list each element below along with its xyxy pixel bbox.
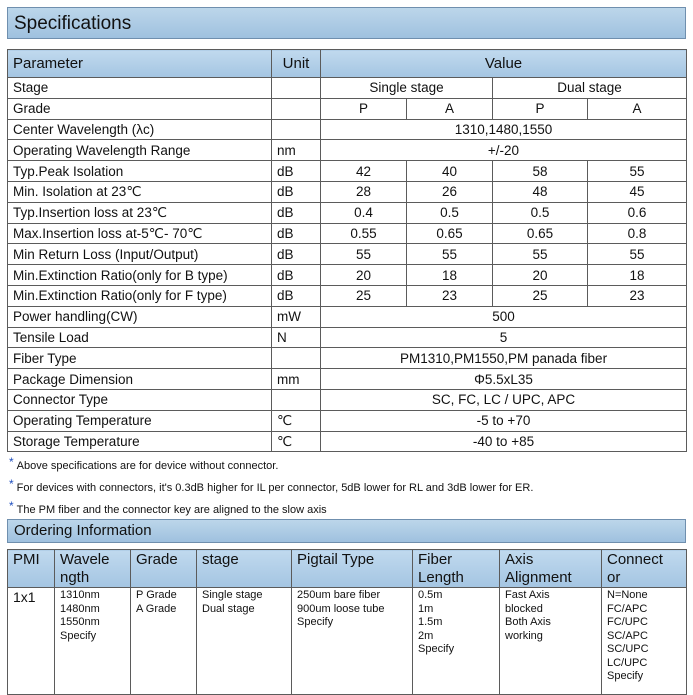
value-cell: 55: [588, 161, 687, 182]
grade-value: P: [493, 98, 588, 119]
value-cell: 25: [321, 285, 407, 306]
spec-row: [8, 348, 687, 369]
unit-cell: dB: [272, 202, 321, 223]
ordering-header-row: [8, 550, 687, 588]
unit-cell: [272, 389, 321, 410]
unit-cell: dB: [272, 244, 321, 265]
grade-value: A: [407, 98, 493, 119]
value-cell: -5 to +70: [321, 410, 687, 431]
value-cell: 500: [321, 306, 687, 327]
param-label: Typ.Peak Isolation: [8, 161, 272, 182]
spec-row: [8, 119, 687, 140]
header-text: PMI: [13, 551, 40, 569]
value-cell: 23: [407, 285, 493, 306]
value-cell: 48: [493, 181, 588, 202]
option-text: N=None: [607, 589, 648, 602]
value-cell: 28: [321, 181, 407, 202]
stage-row: [8, 78, 687, 99]
ordering-table: [7, 549, 687, 695]
footnote: [9, 475, 686, 497]
option-text: LC/UPC: [607, 656, 648, 669]
footnote-marker: *: [9, 477, 14, 492]
option-text: 1.5m: [418, 616, 443, 629]
unit-cell: mW: [272, 306, 321, 327]
param-label: Fiber Type: [8, 348, 272, 369]
param-label: Storage Temperature: [8, 431, 272, 452]
grade-row: [8, 98, 687, 119]
footnote-text: The PM fiber and the connector key are aligned to the slow axis: [16, 504, 327, 517]
header-text: Pigtail Type: [297, 551, 375, 569]
header-text: Connect: [607, 551, 663, 569]
header-parameter: Parameter: [8, 50, 272, 78]
footnote: [9, 453, 686, 475]
param-label: Min.Extinction Ratio(only for B type): [8, 265, 272, 286]
param-label: Center Wavelength (λc): [8, 119, 272, 140]
header-unit: Unit: [272, 50, 321, 78]
unit-cell: [272, 348, 321, 369]
footnotes: [7, 453, 686, 519]
value-cell: 0.65: [407, 223, 493, 244]
table-header-row: [8, 50, 687, 78]
footnote: [9, 497, 686, 519]
value-cell: 55: [588, 244, 687, 265]
unit-cell: dB: [272, 285, 321, 306]
value-cell: PM1310,PM1550,PM panada fiber: [321, 348, 687, 369]
ordering-header-cell: [413, 550, 500, 588]
param-label: Min. Isolation at 23℃: [8, 181, 272, 202]
option-text: Both Axis: [505, 616, 551, 629]
ordering-header-cell: [292, 550, 413, 588]
option-text: Specify: [60, 629, 97, 642]
header-text: Alignment: [505, 569, 572, 587]
unit-cell: ℃: [272, 410, 321, 431]
ordering-header-cell: [131, 550, 197, 588]
footnote-text: Above specifications are for device without connector.: [16, 460, 279, 473]
option-text: SC/APC: [607, 629, 648, 642]
grade-value: P: [321, 98, 407, 119]
spec-row: [8, 161, 687, 182]
option-text: Single stage: [202, 589, 263, 602]
value-cell: 55: [321, 244, 407, 265]
header-text: Grade: [136, 551, 178, 569]
header-value: Value: [321, 50, 687, 78]
grade-value: A: [588, 98, 687, 119]
value-cell: -40 to +85: [321, 431, 687, 452]
spec-row: [8, 181, 687, 202]
ordering-values-row: [8, 588, 687, 695]
value-cell: 55: [493, 244, 588, 265]
value-cell: SC, FC, LC / UPC, APC: [321, 389, 687, 410]
param-label: Max.Insertion loss at-5℃- 70℃: [8, 223, 272, 244]
spec-row: [8, 202, 687, 223]
unit-cell: dB: [272, 265, 321, 286]
param-label: Min Return Loss (Input/Output): [8, 244, 272, 265]
page-title: Specifications: [7, 7, 686, 39]
value-cell: 0.5: [493, 202, 588, 223]
option-text: 900um loose tube: [297, 602, 385, 615]
option-text: 1x1: [13, 589, 36, 606]
value-cell: 0.4: [321, 202, 407, 223]
value-cell: 26: [407, 181, 493, 202]
param-label: Operating Wavelength Range: [8, 140, 272, 161]
value-cell: 0.6: [588, 202, 687, 223]
header-text: Fiber: [418, 551, 453, 569]
spec-row: [8, 140, 687, 161]
option-text: working: [505, 629, 543, 642]
option-text: 2m: [418, 629, 434, 642]
ordering-value-cell: [55, 588, 131, 695]
ordering-header-cell: [500, 550, 602, 588]
header-text: Length: [418, 569, 464, 587]
option-text: 1310nm: [60, 589, 100, 602]
spec-row: [8, 285, 687, 306]
spec-row: [8, 244, 687, 265]
value-cell: +/-20: [321, 140, 687, 161]
ordering-value-cell: [413, 588, 500, 695]
option-text: FC/UPC: [607, 616, 648, 629]
unit-cell: [272, 98, 321, 119]
param-label: Package Dimension: [8, 369, 272, 390]
unit-cell: [272, 119, 321, 140]
ordering-value-cell: [131, 588, 197, 695]
spec-row: [8, 410, 687, 431]
spec-row: [8, 306, 687, 327]
value-cell: 18: [588, 265, 687, 286]
ordering-value-cell: [602, 588, 687, 695]
value-cell: 25: [493, 285, 588, 306]
value-cell: 55: [407, 244, 493, 265]
value-cell: 0.65: [493, 223, 588, 244]
header-text: ngth: [60, 569, 90, 587]
ordering-header-cell: [602, 550, 687, 588]
spec-row: [8, 369, 687, 390]
value-cell: 0.55: [321, 223, 407, 244]
value-cell: 40: [407, 161, 493, 182]
param-label: Min.Extinction Ratio(only for F type): [8, 285, 272, 306]
unit-cell: ℃: [272, 431, 321, 452]
header-text: Axis: [505, 551, 534, 569]
spec-row: [8, 431, 687, 452]
option-text: Specify: [297, 616, 334, 629]
header-text: stage: [202, 551, 239, 569]
ordering-header-cell: [8, 550, 55, 588]
footnote-text: For devices with connectors, it's 0.3dB higher for IL per connector, 5dB lower for RL and 3dB lower for ER.: [16, 482, 534, 495]
unit-cell: dB: [272, 223, 321, 244]
param-label: Operating Temperature: [8, 410, 272, 431]
unit-cell: dB: [272, 181, 321, 202]
option-text: 1550nm: [60, 616, 100, 629]
option-text: 0.5m: [418, 589, 443, 602]
ordering-value-cell: [292, 588, 413, 695]
header-text: or: [607, 569, 621, 587]
dual-stage-label: Dual stage: [493, 78, 687, 99]
single-stage-label: Single stage: [321, 78, 493, 99]
option-text: 1m: [418, 602, 434, 615]
option-text: SC/UPC: [607, 643, 649, 656]
spec-row: [8, 223, 687, 244]
spec-sheet: [7, 7, 686, 695]
option-text: Specify: [418, 643, 455, 656]
option-text: Specify: [607, 670, 644, 683]
specifications-table: [7, 49, 687, 452]
unit-cell: nm: [272, 140, 321, 161]
value-cell: 42: [321, 161, 407, 182]
param-label: Tensile Load: [8, 327, 272, 348]
option-text: FC/APC: [607, 602, 648, 615]
option-text: Fast Axis: [505, 589, 550, 602]
unit-cell: mm: [272, 369, 321, 390]
param-label: Power handling(CW): [8, 306, 272, 327]
value-cell: 58: [493, 161, 588, 182]
spec-row: [8, 389, 687, 410]
param-label: Typ.Insertion loss at 23℃: [8, 202, 272, 223]
param-label: Grade: [8, 98, 272, 119]
value-cell: 23: [588, 285, 687, 306]
option-text: P Grade: [136, 589, 177, 602]
ordering-value-cell: [8, 588, 55, 695]
unit-cell: [272, 78, 321, 99]
ordering-value-cell: [197, 588, 292, 695]
ordering-value-cell: [500, 588, 602, 695]
value-cell: 20: [493, 265, 588, 286]
footnote-marker: *: [9, 499, 14, 514]
header-text: Wavele: [60, 551, 110, 569]
ordering-header-cell: [197, 550, 292, 588]
value-cell: 20: [321, 265, 407, 286]
value-cell: 1310,1480,1550: [321, 119, 687, 140]
value-cell: 5: [321, 327, 687, 348]
value-cell: 45: [588, 181, 687, 202]
param-label: Connector Type: [8, 389, 272, 410]
footnote-marker: *: [9, 455, 14, 470]
value-cell: 0.8: [588, 223, 687, 244]
option-text: A Grade: [136, 602, 177, 615]
param-label: Stage: [8, 78, 272, 99]
value-cell: 18: [407, 265, 493, 286]
option-text: 250um bare fiber: [297, 589, 381, 602]
value-cell: 0.5: [407, 202, 493, 223]
unit-cell: dB: [272, 161, 321, 182]
spec-row: [8, 327, 687, 348]
option-text: Dual stage: [202, 602, 255, 615]
value-cell: Φ5.5xL35: [321, 369, 687, 390]
spec-row: [8, 265, 687, 286]
ordering-title: Ordering Information: [7, 519, 686, 543]
option-text: blocked: [505, 602, 543, 615]
option-text: 1480nm: [60, 602, 100, 615]
ordering-header-cell: [55, 550, 131, 588]
unit-cell: N: [272, 327, 321, 348]
